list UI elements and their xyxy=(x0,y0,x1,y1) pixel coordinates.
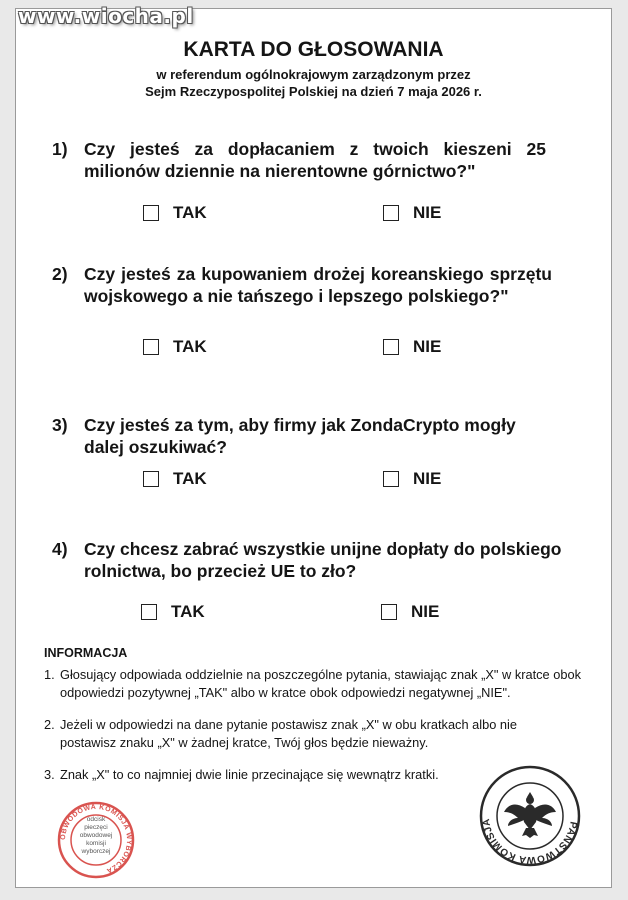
question-text: Czy jesteś za dopłacaniem z twoich kieszeni 25 milionów dziennie na nierentowne górnictwo?" xyxy=(84,139,546,181)
checkbox[interactable] xyxy=(383,471,399,487)
question-text: Czy jesteś za tym, aby firmy jak ZondaCrypto mogły dalej oszukiwać? xyxy=(84,415,516,457)
ballot-title: KARTA DO GŁOSOWANIA xyxy=(183,38,444,61)
info-item-1 xyxy=(44,666,584,702)
option-label: TAK xyxy=(173,469,207,488)
question-1-yes-option[interactable] xyxy=(143,203,207,223)
info-text: Głosujący odpowiada oddzielnie na poszczególne pytania, stawiając znak „X" w kratce obok odpowiedzi pozytywnej „TAK" albo w kratce obok odpowiedzi negatywnej „NIE". xyxy=(60,667,581,700)
option-label: NIE xyxy=(413,337,442,356)
question-4-yes-option[interactable] xyxy=(141,602,205,622)
option-label: TAK xyxy=(171,602,205,621)
subtitle-line-2: Sejm Rzeczypospolitej Polskiej na dzień 7 maja 2026 r. xyxy=(145,84,482,99)
pkw-ring-text: PAŃSTWOWA KOMISJA xyxy=(480,818,579,866)
info-text: Znak „X" to co najmniej dwie linie przecinające się wewnątrz kratki. xyxy=(60,767,439,782)
checkbox[interactable] xyxy=(383,205,399,221)
info-number: 1. xyxy=(44,667,55,682)
info-number: 2. xyxy=(44,717,55,732)
info-text: Jeżeli w odpowiedzi na dane pytanie postawisz znak „X" w obu kratkach albo nie postawisz znaku „X" w żadnej kratce, Twój głos będzie nieważny. xyxy=(60,717,517,750)
checkbox[interactable] xyxy=(383,339,399,355)
stamp-ring-text: OBWODOWA KOMISJA WYBORCZA xyxy=(59,803,133,875)
question-number: 4) xyxy=(52,539,68,559)
eagle-emblem-icon xyxy=(478,764,582,868)
question-number: 2) xyxy=(52,264,68,284)
option-label: NIE xyxy=(413,203,442,222)
question-3-yes-option[interactable] xyxy=(143,469,207,489)
pkw-stamp xyxy=(478,764,582,868)
info-number: 3. xyxy=(44,767,55,782)
question-2-no-option[interactable] xyxy=(383,337,441,357)
option-label: TAK xyxy=(173,203,207,222)
site-watermark: www.wiocha.pl xyxy=(18,4,194,28)
info-item-2 xyxy=(44,716,534,752)
ballot-subtitle xyxy=(15,66,612,100)
option-label: NIE xyxy=(411,602,440,621)
checkbox[interactable] xyxy=(143,205,159,221)
question-text: Czy chcesz zabrać wszystkie unijne dopłaty do polskiego rolnictwa, bo przecież UE to zło? xyxy=(84,539,562,581)
question-3 xyxy=(52,414,592,458)
checkbox[interactable] xyxy=(141,604,157,620)
option-label: NIE xyxy=(413,469,442,488)
question-number: 3) xyxy=(52,415,68,435)
question-number: 1) xyxy=(52,139,68,159)
checkbox[interactable] xyxy=(381,604,397,620)
question-1 xyxy=(52,138,592,182)
question-2 xyxy=(52,263,592,307)
question-text: Czy jesteś za kupowaniem drożej koreanskiego sprzętu wojskowego a nie tańszego i lepszego polskiego?" xyxy=(84,264,552,306)
checkbox[interactable] xyxy=(143,339,159,355)
commission-stamp xyxy=(56,800,136,880)
stamp-inner-text: odcisk pieczęci obwodowej komisji wyborczej xyxy=(79,816,113,855)
question-3-no-option[interactable] xyxy=(383,469,441,489)
info-heading: INFORMACJA xyxy=(44,646,128,660)
question-4 xyxy=(52,538,592,582)
question-1-no-option[interactable] xyxy=(383,203,441,223)
question-2-yes-option[interactable] xyxy=(143,337,207,357)
subtitle-line-1: w referendum ogólnokrajowym zarządzonym przez xyxy=(156,67,471,82)
checkbox[interactable] xyxy=(143,471,159,487)
option-label: TAK xyxy=(173,337,207,356)
question-4-no-option[interactable] xyxy=(381,602,439,622)
